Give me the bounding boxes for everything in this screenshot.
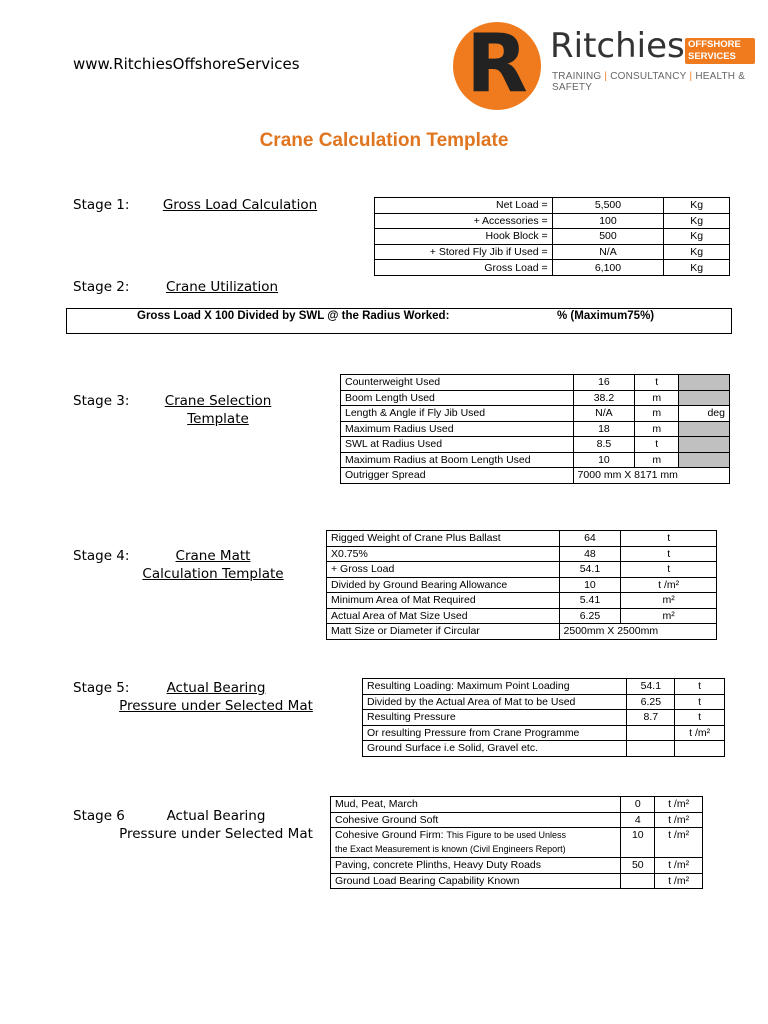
table-row: Rigged Weight of Crane Plus Ballast 64 t [327,531,717,547]
cohesive-firm-note-1: This Figure to be used Unless [446,830,567,840]
table-row: Net Load = 5,500 Kg [375,198,730,214]
stage5-name-line1: Actual Bearing [166,680,266,696]
stage2-label: Stage 2: [73,279,130,295]
table-row: Counterweight Used 16 t [341,375,730,391]
table-row: Cohesive Ground Firm: This Figure to be used Unless the Exact Measurement is known (Civil Engineers Report) 10 t /m² [331,828,703,858]
logo-letter: R [466,17,528,110]
logo-badge [685,38,755,64]
stage4-name [140,547,286,583]
cohesive-firm-label: Cohesive Ground Firm: [335,829,444,841]
table-row: Or resulting Pressure from Crane Programme t /m² [363,725,725,741]
table-row: Outrigger Spread 7000 mm X 8171 mm [341,468,730,484]
stage2-name: Crane Utilization [165,279,279,295]
stage4-label: Stage 4: [73,548,130,564]
table-row: Gross Load = 6,100 Kg [375,260,730,276]
table-row: Resulting Loading: Maximum Point Loading 54.1 t [363,679,725,695]
stage3-name-line2: Template [187,411,249,427]
stage3-label: Stage 3: [73,393,130,409]
table-row: Minimum Area of Mat Required 5.41 m² [327,593,717,609]
stage3-name [160,392,276,428]
table-row: Maximum Radius at Boom Length Used 10 m [341,452,730,468]
table-row: Boom Length Used 38.2 m [341,390,730,406]
table-row: Cohesive Ground Soft 4 t /m² [331,812,703,828]
logo-tag-consultancy: CONSULTANCY [610,71,687,82]
utilization-formula-box [66,308,732,334]
stage6-name-line2: Pressure under Selected Mat [119,826,313,842]
utilization-formula: Gross Load X 100 Divided by SWL @ the Radius Worked: [137,310,450,322]
stage3-table [340,374,730,484]
table-row: Actual Area of Mat Size Used 6.25 m² [327,608,717,624]
stage1-label: Stage 1: [73,197,130,213]
table-row: + Stored Fly Jib if Used = N/A Kg [375,244,730,260]
stage5-name-line2: Pressure under Selected Mat [119,698,313,714]
table-row: + Accessories = 100 Kg [375,213,730,229]
logo-badge-line2: SERVICES [688,51,736,62]
stage3-name-line1: Crane Selection [164,393,272,409]
cohesive-firm-note-2: the Exact Measurement is known (Civil Engineers Report) [335,844,566,854]
table-row: + Gross Load 54.1 t [327,562,717,578]
table-row: Mud, Peat, March 0 t /m² [331,797,703,813]
stage4-table [326,530,717,640]
stage5-label: Stage 5: [73,680,130,696]
table-row: SWL at Radius Used 8.5 t [341,437,730,453]
website-url: www.RitchiesOffshoreServices [73,55,300,73]
page-title: Crane Calculation Template [259,130,509,151]
stage1-name: Gross Load Calculation [162,197,318,213]
stage6-name [113,807,319,843]
table-row: Maximum Radius Used 18 m [341,421,730,437]
table-row: Length & Angle if Fly Jib Used N/A m deg [341,406,730,422]
logo-wordmark: Ritchies [550,26,685,66]
table-row: Divided by the Actual Area of Mat to be Used 6.25 t [363,694,725,710]
stage6-name-line1: Actual Bearing [166,808,266,824]
stage4-name-line1: Crane Matt [175,548,251,564]
stage5-table [362,678,725,757]
logo-tagline: TRAINING | CONSULTANCY | HEALTH & SAFETY [552,71,746,93]
logo-badge-line1: OFFSHORE [688,39,741,50]
table-row: Hook Block = 500 Kg [375,229,730,245]
stage5-name [113,679,319,715]
table-row: Resulting Pressure 8.7 t [363,710,725,726]
logo-tag-health-safety: HEALTH & SAFETY [552,71,746,93]
table-row: Matt Size or Diameter if Circular 2500mm X 2500mm [327,624,717,640]
stage1-table [374,197,730,276]
table-row: Ground Load Bearing Capability Known t /m² [331,873,703,889]
stage6-label: Stage 6 [73,808,125,824]
table-row: Divided by Ground Bearing Allowance 10 t /m² [327,577,717,593]
table-row: X0.75% 48 t [327,546,717,562]
table-row: Paving, concrete Plinths, Heavy Duty Roads 50 t /m² [331,858,703,874]
logo-tag-training: TRAINING [552,71,602,82]
table-row: Ground Surface i.e Solid, Gravel etc. [363,741,725,757]
utilization-result: % (Maximum75%) [557,310,655,322]
stage4-name-line2: Calculation Template [142,566,284,582]
stage6-table [330,796,703,889]
